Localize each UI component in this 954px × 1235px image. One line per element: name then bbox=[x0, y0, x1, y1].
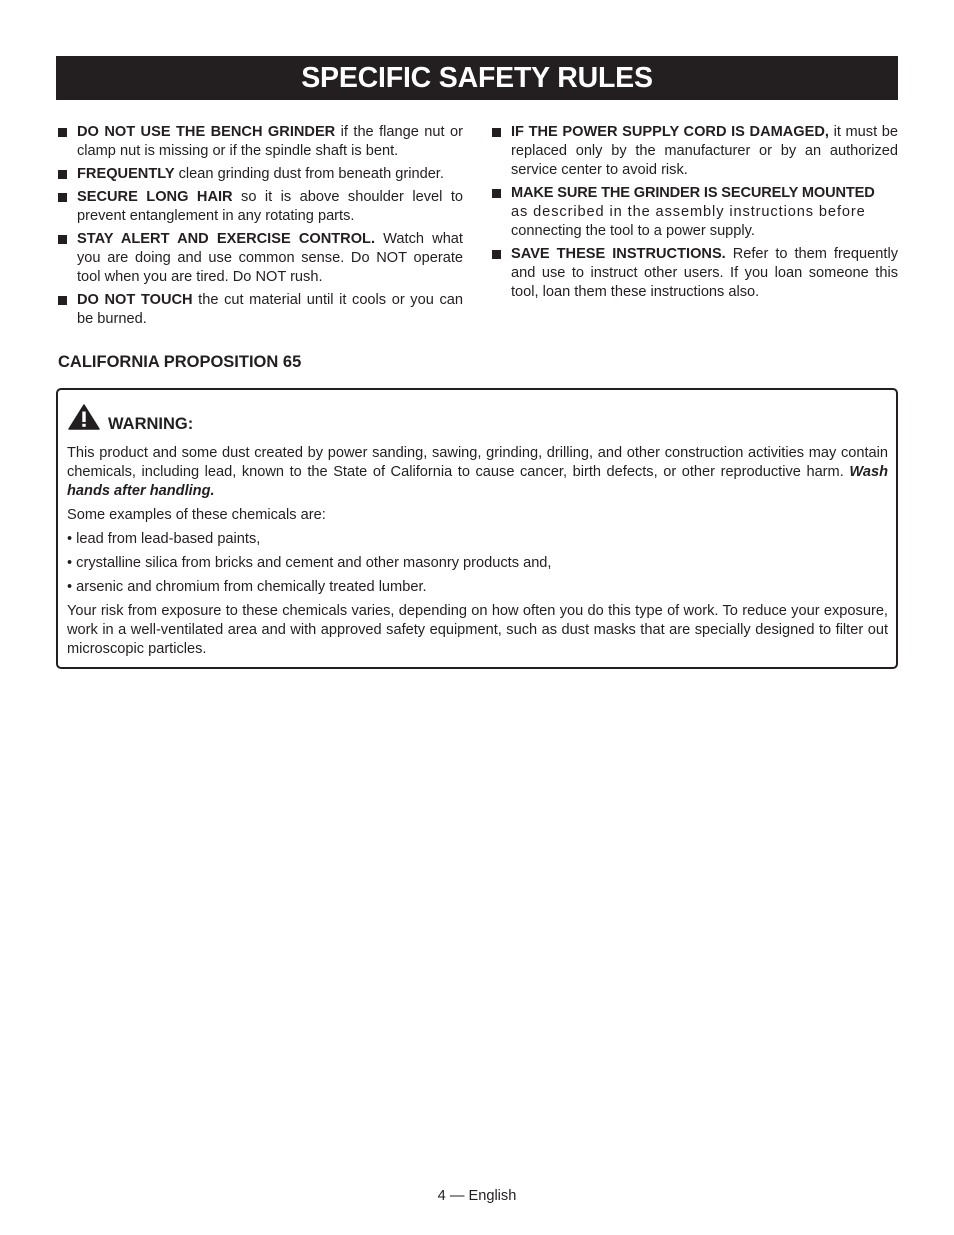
bullet-square-icon bbox=[492, 189, 501, 198]
bullet-square-icon bbox=[492, 250, 501, 259]
bullet-square-icon bbox=[58, 296, 67, 305]
rule-item: STAY ALERT AND EXERCISE CONTROL. Watch what you are doing and use common sense. Do NOT operate tool when you are tired. Do NOT rush. bbox=[56, 230, 463, 287]
warning-examples-lead: Some examples of these chemicals are: bbox=[67, 507, 326, 523]
page-title-bar bbox=[56, 56, 898, 100]
warning-triangle-icon bbox=[68, 404, 100, 430]
rule-item: MAKE SURE THE GRINDER IS SECURELY MOUNTED as described in the assembly instructions before connecting the tool to a power supply. bbox=[490, 184, 898, 241]
rule-item: DO NOT USE THE BENCH GRINDER if the flange nut or clamp nut is missing or if the spindle shaft is bent. bbox=[56, 123, 463, 161]
section-title: CALIFORNIA PROPOSITION 65 bbox=[58, 353, 302, 371]
rules-column-right bbox=[490, 123, 898, 306]
list-item: • lead from lead-based paints, bbox=[67, 531, 261, 547]
warning-box bbox=[56, 388, 898, 669]
rule-item: SECURE LONG HAIR so it is above shoulder level to prevent entanglement in any rotating parts. bbox=[56, 188, 463, 226]
bullet-square-icon bbox=[58, 128, 67, 137]
warning-label: WARNING: bbox=[108, 415, 194, 433]
list-item: • crystalline silica from bricks and cement and other masonry products and, bbox=[67, 555, 552, 571]
bullet-square-icon bbox=[58, 235, 67, 244]
warning-body bbox=[67, 444, 888, 664]
list-item: • arsenic and chromium from chemically treated lumber. bbox=[67, 579, 427, 595]
warning-intro: This product and some dust created by power sanding, sawing, grinding, drilling, and other construction activities may contain chemicals, including lead, known to the State of California to cause cancer, birth defects, or other reproductive harm. Wash hands after handling. bbox=[67, 445, 888, 499]
bullet-square-icon bbox=[492, 128, 501, 137]
rule-item: IF THE POWER SUPPLY CORD IS DAMAGED, it must be replaced only by the manufacturer or by an authorized service center to avoid risk. bbox=[490, 123, 898, 180]
rules-column-left bbox=[56, 123, 463, 333]
warning-closing: Your risk from exposure to these chemicals varies, depending on how often you do this type of work. To reduce your exposure, work in a well-ventilated area and with approved safety equipment, such as dust masks that are specially designed to filter out microscopic particles. bbox=[67, 603, 888, 657]
page-title: SPECIFIC SAFETY RULES bbox=[301, 62, 653, 94]
rule-item: FREQUENTLY clean grinding dust from beneath grinder. bbox=[56, 165, 463, 184]
page-footer: 4 — English bbox=[437, 1188, 517, 1204]
rule-item: DO NOT TOUCH the cut material until it cools or you can be burned. bbox=[56, 291, 463, 329]
rule-item: SAVE THESE INSTRUCTIONS. Refer to them frequently and use to instruct other users. If you loan someone this tool, loan them these instructions also. bbox=[490, 245, 898, 302]
bullet-square-icon bbox=[58, 170, 67, 179]
bullet-square-icon bbox=[58, 193, 67, 202]
